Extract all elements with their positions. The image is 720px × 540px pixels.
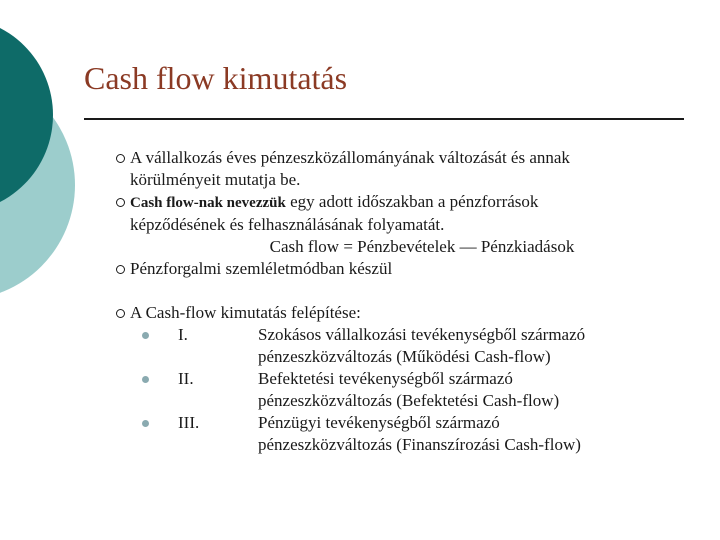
circle-bullet-icon	[116, 309, 125, 318]
item-description: Szokásos vállalkozási tevékenységből származó	[258, 325, 586, 344]
item-description-cont: pénzeszközváltozás (Működési Cash-flow)	[258, 347, 551, 366]
bullet-text: egy adott időszakban a pénzforrások	[285, 192, 539, 211]
dot-bullet-icon	[142, 420, 149, 427]
slide-title: Cash flow kimutatás	[84, 60, 348, 96]
title-divider	[84, 118, 684, 120]
item-description: Befektetési tevékenységből származó	[258, 369, 513, 388]
circle-bullet-icon	[116, 198, 125, 207]
slide-body	[112, 147, 702, 456]
bullet-item	[112, 147, 702, 169]
bullet-item	[112, 302, 702, 324]
bullet-item	[112, 191, 702, 214]
bullet-item	[112, 258, 702, 280]
decorative-circles	[0, 0, 100, 300]
formula: Cash flow = Pénzbevételek — Pénzkiadások	[269, 237, 575, 256]
bullet-continuation: körülményeit mutatja be.	[130, 170, 301, 189]
circle-bullet-icon	[116, 154, 125, 163]
bullet-text: A Cash-flow kimutatás felépítése:	[130, 303, 361, 322]
item-number: III.	[178, 413, 200, 432]
sub-item	[112, 324, 702, 346]
item-number: II.	[178, 369, 194, 388]
bullet-continuation: képződésének és felhasználásának folyamatát.	[130, 215, 445, 234]
sub-item	[112, 412, 702, 434]
dot-bullet-icon	[142, 332, 149, 339]
sub-item	[112, 368, 702, 390]
item-description-cont: pénzeszközváltozás (Finanszírozási Cash-flow)	[258, 435, 581, 454]
circle-bullet-icon	[116, 265, 125, 274]
bold-term: Cash flow-nak nevezzük	[130, 195, 286, 211]
item-description: Pénzügyi tevékenységből származó	[258, 413, 500, 432]
bullet-text: A vállalkozás éves pénzeszközállományának változását és annak	[130, 148, 570, 167]
item-description-cont: pénzeszközváltozás (Befektetési Cash-flow)	[258, 391, 560, 410]
item-number: I.	[178, 325, 188, 344]
dot-bullet-icon	[142, 376, 149, 383]
bullet-text: Pénzforgalmi szemléletmódban készül	[130, 259, 393, 278]
